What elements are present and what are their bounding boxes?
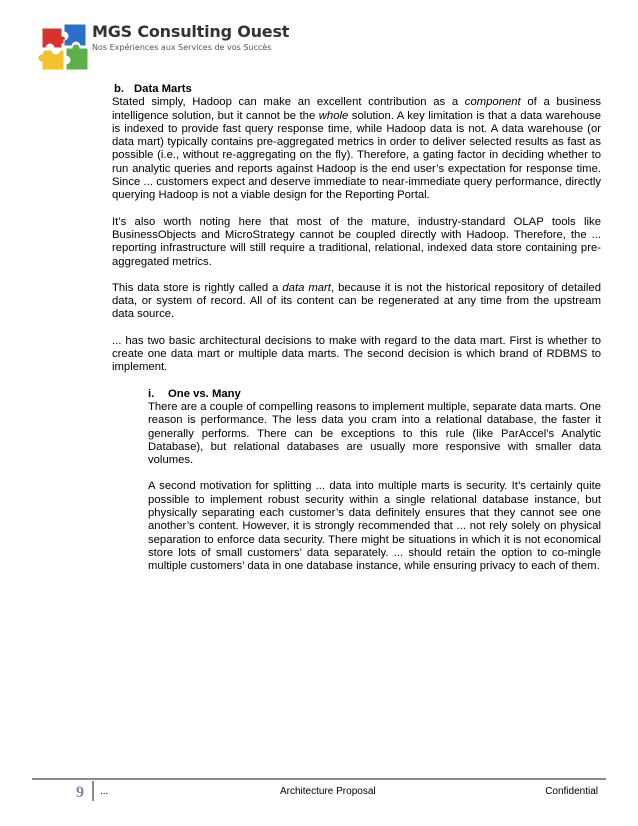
subsection-title: One vs. Many xyxy=(168,387,241,400)
document-footer xyxy=(32,778,606,808)
emphasis-whole: whole xyxy=(318,109,349,122)
document-header xyxy=(36,14,336,74)
text-run: Stated simply, Hadoop can make an excellent contribution as a xyxy=(112,96,465,109)
brand-tagline: Nos Expériences aux Services de vos Succès xyxy=(92,43,272,52)
paragraph-performance: There are a couple of compelling reasons to implement multiple, separate data marts. One reason is performance. The less data you cram into a relational database, the faster it generally performs. There can be exceptions to this rule (like ParAccel’s Analytic Database), but relational databases are usually more responsive with smaller data volumes. xyxy=(148,400,601,467)
emphasis-component: component xyxy=(464,96,521,109)
paragraph-hadoop-limitation xyxy=(112,96,601,202)
subsection-number: i. xyxy=(148,387,155,400)
footer-left-text: ... xyxy=(100,786,109,797)
footer-classification: Confidential xyxy=(545,786,598,797)
text-run: of a business intelligence solution, but it cannot be the xyxy=(112,96,601,122)
section-number: b. xyxy=(114,83,125,95)
text-run: , because it is not the historical repository of detailed data, or system of record. All of its content can be regenerated at any time from the upstream data source. xyxy=(112,281,601,321)
page-number: 9 xyxy=(76,784,84,801)
text-run: This data store is rightly called a xyxy=(112,281,283,294)
subsection-heading xyxy=(148,388,601,401)
subsection xyxy=(148,388,601,574)
paragraph-security: A second motivation for splitting ... data into multiple marts is security. It’s certainly quite possible to implement robust security within a single relational database instance, but physically separating each customer’s data definitely ensures that they cannot see one another’s content. However, it is strongly recommended that ... not rely solely on physical separation to enforce data security. There might be situations in which it is not economical store lots of small customers’ data separately. ... should retain the option to co-mingle multiple customers’ data in one database instance, while ensuring privacy to each of them. xyxy=(148,480,601,573)
paragraph-olap-tools: It’s also worth noting here that most of the mature, industry-standard OLAP tools like BusinessObjects and MicroStrategy cannot be coupled directly with Hadoop. Therefore, the ... reporting infrastructure will still require a traditional, relational, indexed data store containing pre-aggregated metrics. xyxy=(112,215,601,268)
footer-title: Architecture Proposal xyxy=(280,786,376,797)
document-body xyxy=(112,83,601,587)
puzzle-logo-icon xyxy=(36,20,92,74)
paragraph-data-mart xyxy=(112,282,601,322)
text-run: solution. A key limitation is that a data warehouse is indexed to provide fast query response time, while Hadoop data is not. A data warehouse (or data mart) typically contains pre-aggregated metrics in order to deliver selected results as fast as possible (i.e., without re-aggregating on the fly). Therefore, a gating factor in deciding whether to run analytic queries and reports against Hadoop is the end user’s expectation for response time. Since ... customers expect and deserve immediate to near-immediate query performance, directly querying Hadoop is not a viable design for the Reporting Portal. xyxy=(112,109,601,202)
footer-divider xyxy=(32,778,606,780)
section-heading xyxy=(112,83,601,96)
paragraph-decisions: ... has two basic architectural decisions to make with regard to the data mart. First is whether to create one data mart or multiple data marts. The second decision is which brand of RDBMS to implement. xyxy=(112,334,601,374)
section-title: Data Marts xyxy=(134,83,192,95)
footer-separator xyxy=(92,781,94,801)
brand-name: MGS Consulting Ouest xyxy=(92,22,290,41)
emphasis-data-mart: data mart xyxy=(282,281,331,294)
